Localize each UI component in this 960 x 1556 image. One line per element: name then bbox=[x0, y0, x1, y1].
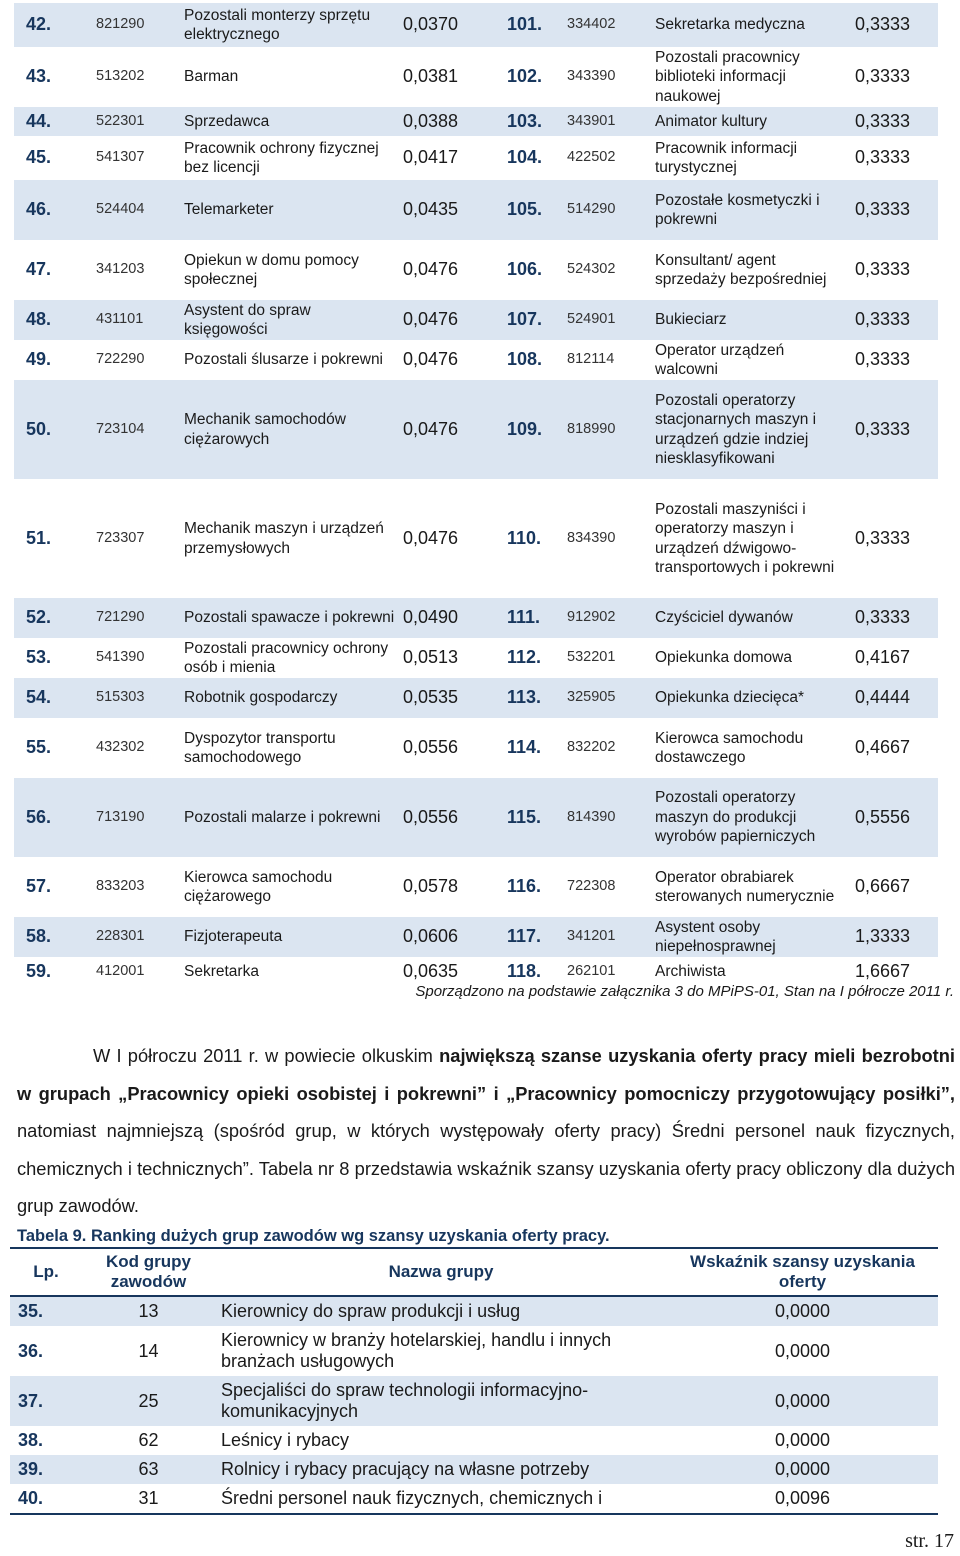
header-name: Nazwa grupy bbox=[215, 1248, 667, 1296]
table-row: 57. 833203 Kierowca samochodu ciężarowego 0,0578 116. 722308 Operator obrabiarek sterowanych numerycznie 0,6667 bbox=[14, 857, 938, 917]
paragraph-text-2: natomiast najmniejszą (spośród grup, w których występowały oferty pracy) Średni personel nauk fizycznych, chemicznych i technicznych”. Tabela nr 8 przedstawia wskaźnik szansy uzyskania oferty pracy obliczony dla dużych grup zawodów. bbox=[17, 1120, 955, 1216]
table-header-row bbox=[10, 1248, 938, 1296]
paragraph-text-1: W I półroczu 2011 r. w powiecie olkuskim bbox=[93, 1045, 440, 1066]
ranking-table bbox=[10, 1247, 938, 1515]
header-lp: Lp. bbox=[10, 1248, 82, 1296]
table-row: 40. 31 Średni personel nauk fizycznych, chemicznych i 0,0096 bbox=[10, 1484, 938, 1514]
table-row: 45. 541307 Pracownik ochrony fizycznej bez licencji 0,0417 104. 422502 Pracownik informacji turystycznej 0,3333 bbox=[14, 136, 938, 180]
table-row: 36. 14 Kierownicy w branży hotelarskiej, handlu i innych branżach usługowych 0,0000 bbox=[18, 1330, 831, 1371]
table-caption: Tabela 9. Ranking dużych grup zawodów wg szansy uzyskania oferty pracy. bbox=[17, 1227, 610, 1245]
header-code: Kod grupy zawodów bbox=[82, 1248, 215, 1296]
table-row: 58. 228301 Fizjoterapeuta 0,0606 117. 341201 Asystent osoby niepełnosprawnej 1,3333 bbox=[14, 917, 938, 957]
occupations-table bbox=[14, 3, 938, 987]
table-row: 37. 25 Specjaliści do spraw technologii informacyjno-komunikacyjnych 0,0000 bbox=[10, 1376, 938, 1426]
table-row: 48. 431101 Asystent do spraw księgowości 0,0476 107. 524901 Bukieciarz 0,3333 bbox=[14, 300, 938, 340]
table-row: 35. 13 Kierownicy do spraw produkcji i usług 0,0000 bbox=[10, 1296, 938, 1326]
table-row: 47. 341203 Opiekun w domu pomocy społecznej 0,0476 106. 524302 Konsultant/ agent sprzedaży bezpośredniej 0,3333 bbox=[14, 240, 938, 300]
table-row: 54. 515303 Robotnik gospodarczy 0,0535 113. 325905 Opiekunka dziecięca* 0,4444 bbox=[14, 678, 938, 718]
table-row: 38. 62 Leśnicy i rybacy 0,0000 bbox=[18, 1430, 831, 1450]
table-row: 49. 722290 Pozostali ślusarze i pokrewni 0,0476 108. 812114 Operator urządzeń walcowni 0,3333 bbox=[14, 340, 938, 380]
paragraph-bold-text: największą szanse uzyskania oferty pracy mieli bezrobotni w grupach „Pracownicy opieki osobistej i pokrewni” i „Pracownicy pomocniczy przygotowujący posiłki”, bbox=[17, 1045, 955, 1104]
header-index: Wskaźnik szansy uzyskania oferty bbox=[667, 1248, 938, 1296]
table-source-note: Sporządzono na podstawie załącznika 3 do MPiPS-01, Stan na I półrocze 2011 r. bbox=[415, 983, 954, 1000]
table-row: 43. 513202 Barman 0,0381 102. 343390 Pozostali pracownicy biblioteki informacji naukowej 0,3333 bbox=[14, 47, 938, 107]
table-row: 55. 432302 Dyspozytor transportu samochodowego 0,0556 114. 832202 Kierowca samochodu dostawczego 0,4667 bbox=[14, 718, 938, 778]
table-row: 59. 412001 Sekretarka 0,0635 118. 262101 Archiwista 1,6667 bbox=[14, 957, 938, 987]
table-row: 50. 723104 Mechanik samochodów ciężarowych 0,0476 109. 818990 Pozostali operatorzy stacjonarnych maszyn i urządzeń gdzie indziej niesklasyfikowani 0,3333 bbox=[14, 380, 938, 479]
table-row: 51. 723307 Mechanik maszyn i urządzeń przemysłowych 0,0476 110. 834390 Pozostali maszyniści i operatorzy maszyn i urządzeń dźwigowo-transportowych i pokrewni 0,3333 bbox=[14, 479, 938, 598]
table-row: 46. 524404 Telemarketer 0,0435 105. 514290 Pozostałe kosmetyczki i pokrewni 0,3333 bbox=[14, 180, 938, 240]
table-row: 39. 63 Rolnicy i rybacy pracujący na własne potrzeby 0,0000 bbox=[10, 1455, 938, 1484]
table-row: 53. 541390 Pozostali pracownicy ochrony osób i mienia 0,0513 112. 532201 Opiekunka domowa 0,4167 bbox=[14, 638, 938, 678]
table-row: 56. 713190 Pozostali malarze i pokrewni 0,0556 115. 814390 Pozostali operatorzy maszyn do produkcji wyrobów papierniczych 0,5556 bbox=[14, 778, 938, 857]
body-paragraph bbox=[17, 1037, 955, 1225]
page-number: str. 17 bbox=[905, 1530, 954, 1552]
table-row: 52. 721290 Pozostali spawacze i pokrewni 0,0490 111. 912902 Czyściciel dywanów 0,3333 bbox=[14, 598, 938, 638]
table-row: 44. 522301 Sprzedawca 0,0388 103. 343901 Animator kultury 0,3333 bbox=[14, 107, 938, 136]
table-row: 42. 821290 Pozostali monterzy sprzętu elektrycznego 0,0370 101. 334402 Sekretarka medyczna 0,3333 bbox=[14, 3, 938, 47]
